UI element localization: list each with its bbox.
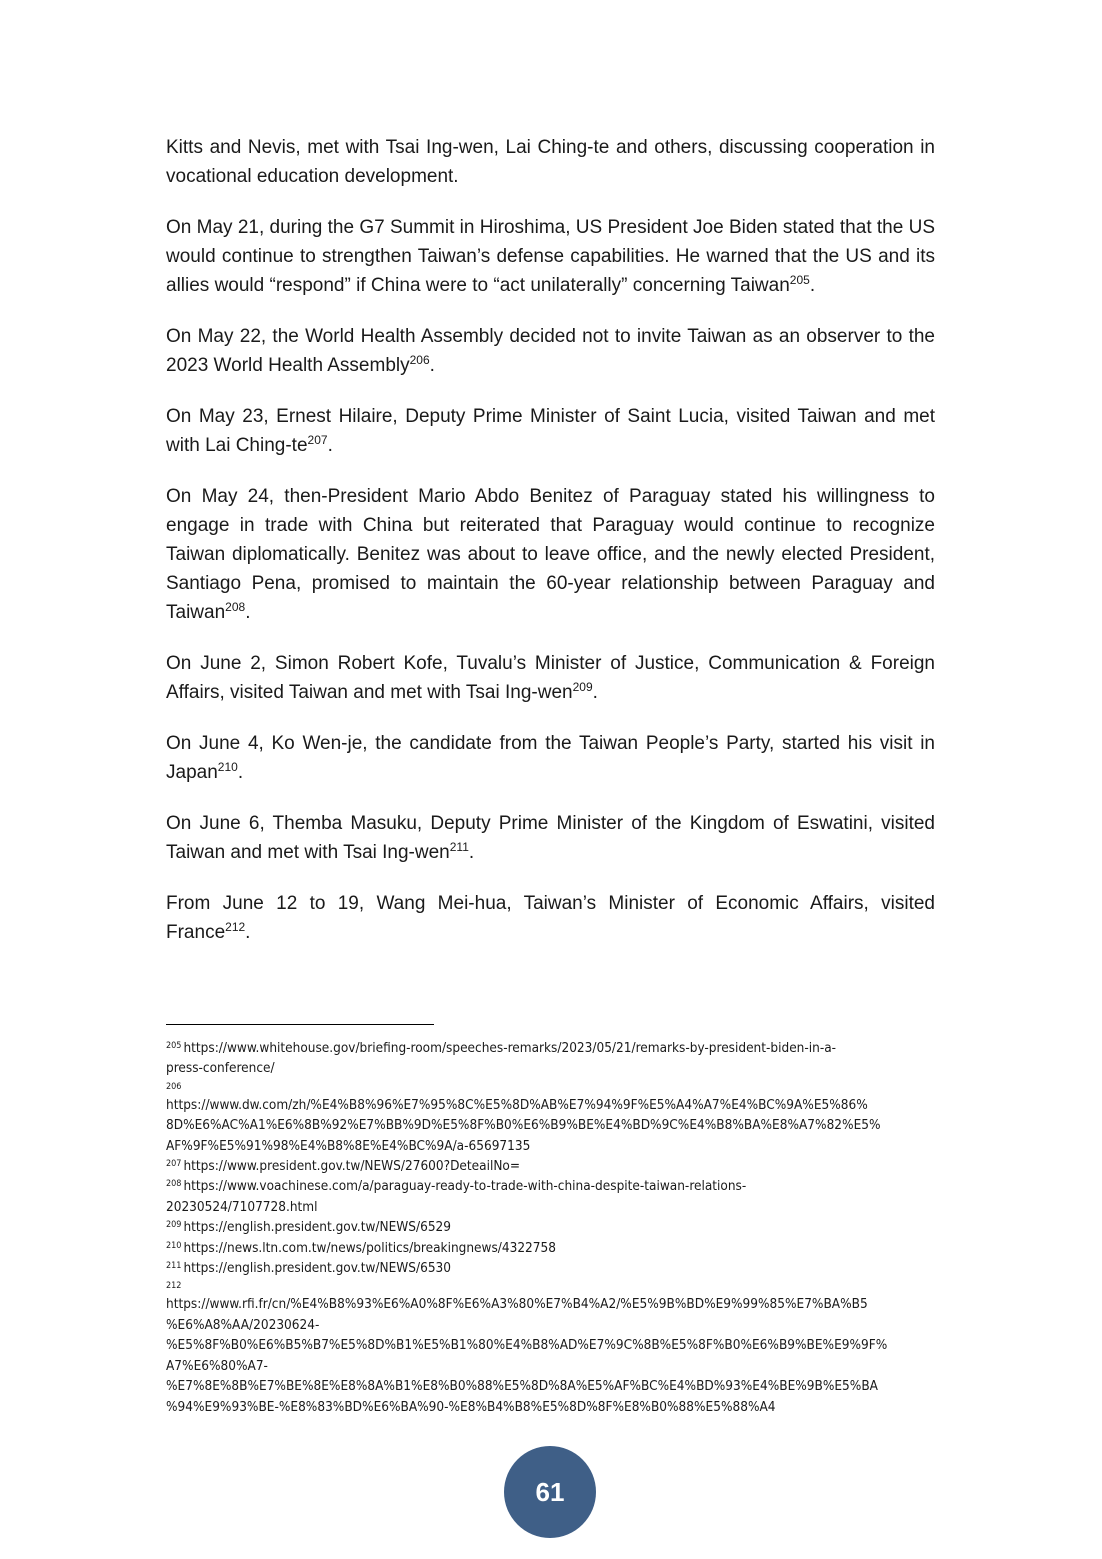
footnote-link[interactable]: press-conference/ (166, 1060, 275, 1077)
footnote-link[interactable]: https://english.president.gov.tw/NEWS/6529 (183, 1219, 451, 1236)
footnote-number: 210 (166, 1240, 182, 1251)
paragraph: Kitts and Nevis, met with Tsai Ing-wen, Lai Ching-te and others, discussing cooperation in vocational education development. (166, 137, 935, 187)
footnote-link[interactable]: A7%E6%80%A7- (166, 1357, 268, 1374)
footnote-number: 211 (166, 1261, 182, 1272)
paragraph: On June 2, Simon Robert Kofe, Tuvalu’s Minister of Justice, Communication & Foreign Affairs, visited Taiwan and met with Tsai Ing-wen$^{209}$. (166, 653, 935, 703)
footnote-ref[interactable]: 207 (307, 433, 328, 447)
footnote-ref[interactable]: 208 (225, 600, 246, 614)
footnote (166, 1079, 946, 1156)
footnote (166, 1278, 946, 1416)
footnote-link[interactable]: AF%9F%E5%91%98%E4%B8%8E%E4%BC%9A/a-65697135 (166, 1137, 531, 1154)
paragraph: From June 12 to 19, Wang Mei-hua, Taiwan’s Minister of Economic Affairs, visited France$^{212}$. (166, 893, 935, 943)
paragraph: On June 6, Themba Masuku, Deputy Prime Minister of the Kingdom of Eswatini, visited Taiwan and met with Tsai Ing-wen$^{211}$. (166, 813, 935, 863)
footnote-link[interactable]: https://www.dw.com/zh/%E4%B8%96%E7%95%8C%E5%8D%AB%E7%94%9F%E5%A4%A7%E4%BC%9A%E5%86% (166, 1096, 868, 1113)
paragraph: On May 24, then-President Mario Abdo Benitez of Paraguay stated his willingness to engage in trade with China but reiterated that Paraguay would continue to recognize Taiwan diplomatically. Benitez was about to leave office, and the newly elected President, Santiago Pena, promised to maintain the 60-year relationship between Paraguay and Taiwan$^{208}$. (166, 486, 935, 623)
paragraph: On May 22, the World Health Assembly decided not to invite Taiwan as an observer to the 2023 World Health Assembly$^{206}$. (166, 326, 935, 376)
footnote-number: 212 (166, 1281, 182, 1292)
footnote (166, 1238, 946, 1258)
footnote-ref[interactable]: 211 (449, 840, 469, 854)
footnote-divider (166, 1024, 434, 1025)
footnote-ref[interactable]: 206 (409, 353, 430, 367)
footnote-link[interactable]: https://www.voachinese.com/a/paraguay-ready-to-trade-with-china-despite-taiwan-relations- (183, 1178, 747, 1195)
footnote (166, 1176, 946, 1217)
footnote-link[interactable]: 20230524/7107728.html (166, 1198, 318, 1215)
footnote-link[interactable]: https://www.rfi.fr/cn/%E4%B8%93%E6%A0%8F%E6%A3%80%E7%B4%A2/%E5%9B%BD%E9%99%85%E7%BA%B5 (166, 1296, 868, 1313)
paragraph: On May 23, Ernest Hilaire, Deputy Prime Minister of Saint Lucia, visited Taiwan and met with Lai Ching-$te^{207}$. (166, 406, 935, 456)
footnote (166, 1156, 946, 1176)
footnote-link[interactable]: %94%E9%93%BE-%E8%83%BD%E6%BA%90-%E8%B4%B8%E5%8D%8F%E8%B0%88%E5%88%A4 (166, 1398, 776, 1415)
main-text (166, 133, 935, 969)
footnote-number: 205 (166, 1041, 182, 1051)
footnote-number: 209 (166, 1220, 182, 1231)
footnote-ref[interactable]: 212 (225, 920, 246, 934)
footnote-number: 206 (166, 1081, 182, 1092)
footnote-ref[interactable]: 205 (789, 273, 810, 287)
footnote-number: 208 (166, 1179, 182, 1190)
footnote-link[interactable]: %E7%8E%8B%E7%BE%8E%E8%8A%B1%E8%B0%88%E5%8D%8A%E5%AF%BC%E4%BD%93%E4%BE%9B%E5%BA (166, 1378, 878, 1395)
footnote (166, 1038, 946, 1079)
footnote (166, 1217, 946, 1237)
footnote-link[interactable]: https://www.president.gov.tw/NEWS/27600?DeteailNo= (183, 1158, 521, 1175)
footnote-ref[interactable]: 209 (572, 680, 593, 694)
footnote-link[interactable]: https://english.president.gov.tw/NEWS/6530 (183, 1260, 451, 1277)
footnote-number: 207 (166, 1159, 182, 1170)
footnote-link[interactable]: https://www.whitehouse.gov/briefing-room/speeches-remarks/2023/05/21/remarks-by-president-biden-in-a- (183, 1040, 837, 1056)
footnote-link[interactable]: https://news.ltn.com.tw/news/politics/breakingnews/4322758 (183, 1239, 556, 1256)
page-number: 61 (535, 1476, 565, 1507)
footnote-ref[interactable]: 210 (217, 760, 238, 774)
paragraph: On May 21, during the G7 Summit in Hiroshima, US President Joe Biden stated that the US would continue to strengthen Taiwan’s defense capabilities. He warned that the US and its allies would “respond” if China were to “act unilaterally” concerning Taiwan$^{205}$. (166, 217, 935, 296)
footnotes (166, 1038, 946, 1417)
footnote-link[interactable]: %E6%A8%AA/20230624- (166, 1316, 320, 1333)
footnote-link[interactable]: 8D%E6%AC%A1%E6%8B%92%E7%BB%9D%E5%8F%B0%E6%B9%BE%E4%BD%9C%E4%B8%BA%E8%A7%82%E5% (166, 1117, 881, 1134)
footnote-link[interactable]: %E5%8F%B0%E6%B5%B7%E5%8D%B1%E5%B1%80%E4%B8%AD%E7%9C%8B%E5%8F%B0%E6%B9%BE%E9%9F% (166, 1337, 888, 1354)
paragraph: On June 4, Ko Wen-je, the candidate from the Taiwan People’s Party, started his visit in Japan$^{210}$. (166, 733, 935, 783)
footnote (166, 1258, 946, 1278)
page-number-badge (504, 1446, 596, 1538)
